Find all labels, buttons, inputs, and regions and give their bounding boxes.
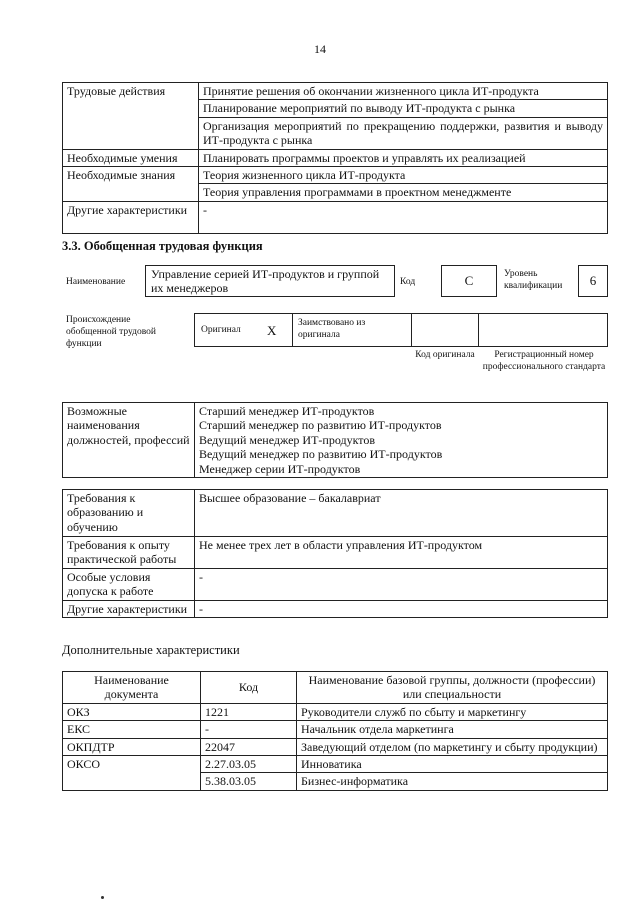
table-row (63, 490, 608, 537)
req-label: Требования к образованию и обучению (63, 490, 195, 537)
code-label: Код (400, 277, 416, 287)
name-cell: Бизнес-информатика (297, 773, 608, 790)
doc-cell: ЕКС (63, 721, 201, 738)
name-label: Наименование (66, 277, 126, 287)
table-row (63, 83, 608, 100)
header-doc: Наименование документа (63, 672, 201, 704)
code-box (441, 265, 497, 297)
table-row (63, 537, 608, 569)
scan-mark (101, 896, 104, 899)
requirements-table (62, 489, 608, 618)
original-label: Оригинал (201, 325, 241, 335)
positions-label: Возможные наименования должностей, профессий (63, 403, 195, 478)
position-item: Ведущий менеджер по развитию ИТ-продуктов (199, 447, 443, 462)
code-cell: 22047 (201, 738, 297, 755)
level-box (578, 265, 608, 297)
other-value: - (199, 201, 608, 233)
origin-reg-cell (478, 313, 608, 347)
req-value: Высшее образование – бакалавриат (195, 490, 608, 537)
additional-title: Дополнительные характеристики (62, 643, 240, 657)
positions-table (62, 402, 608, 478)
position-item: Старший менеджер ИТ-продуктов (199, 404, 375, 418)
doc-cell: ОКЗ (63, 703, 201, 720)
table-row (63, 201, 608, 233)
code-value: C (464, 273, 474, 288)
level-label: Уровень квалификации (504, 269, 563, 291)
table-row (63, 703, 608, 720)
req-label: Требования к опыту практической работы (63, 537, 195, 569)
doc-cell: ОКПДТР (63, 738, 201, 755)
positions-list (195, 403, 608, 478)
req-value: Не менее трех лет в области управления ИТ-продуктом (195, 537, 608, 569)
labor-item: Принятие решения об окончании жизненного цикла ИТ-продукта (199, 83, 608, 100)
knowledge-label: Необходимые знания (63, 166, 199, 201)
additional-table (62, 671, 608, 791)
position-item: Ведущий менеджер ИТ-продуктов (199, 432, 376, 447)
original-mark: X (267, 323, 277, 338)
knowledge-item: Теория жизненного цикла ИТ-продукта (199, 166, 608, 183)
table-row (63, 403, 608, 478)
skills-label: Необходимые умения (63, 149, 199, 166)
borrowed-label: Заимствовано из оригинала (298, 318, 366, 340)
origin-borrowed-cell (292, 313, 412, 347)
section-heading: 3.3. Обобщенная трудовая функция (62, 239, 263, 253)
labor-table (62, 82, 608, 234)
req-value: - (195, 568, 608, 600)
table-row (63, 166, 608, 183)
header-code: Код (201, 672, 297, 704)
labor-label: Трудовые действия (63, 83, 199, 150)
req-label: Другие характеристики (63, 600, 195, 617)
code-caption: Код оригинала (415, 350, 475, 360)
labor-item: Организация мероприятий по прекращению поддержки, развития и выводу ИТ-продукта с рынка (199, 117, 608, 149)
code-cell: 2.27.03.05 (201, 755, 297, 772)
origin-original-cell (194, 313, 293, 347)
function-name-box (145, 265, 395, 297)
doc-cell: ОКСО (63, 755, 201, 790)
page-number: 14 (314, 42, 326, 56)
position-item: Менеджер серии ИТ-продуктов (199, 461, 361, 476)
position-item: Старший менеджер по развитию ИТ-продуктов (199, 418, 442, 433)
table-row (63, 568, 608, 600)
req-label: Особые условия допуска к работе (63, 568, 195, 600)
name-cell: Инноватика (297, 755, 608, 772)
table-row (63, 755, 608, 772)
knowledge-item: Теория управления программами в проектном менеджменте (199, 184, 608, 201)
skills-item: Планировать программы проектов и управлять их реализацией (199, 149, 608, 166)
table-row (63, 600, 608, 617)
name-cell: Заведующий отделом (по маркетингу и сбыту продукции) (297, 738, 608, 755)
labor-item: Планирование мероприятий по выводу ИТ-продукта с рынка (199, 100, 608, 117)
name-cell: Руководители служб по сбыту и маркетингу (297, 703, 608, 720)
code-cell: 5.38.03.05 (201, 773, 297, 790)
table-row (63, 738, 608, 755)
header-name: Наименование базовой группы, должности (профессии) или специальности (297, 672, 608, 704)
origin-code-cell (411, 313, 479, 347)
req-value: - (195, 600, 608, 617)
function-name: Управление серией ИТ-продуктов и группой их менеджеров (151, 267, 380, 296)
origin-label: Происхождение обобщенной трудовой функции (66, 315, 156, 349)
table-header-row (63, 672, 608, 704)
table-row (63, 149, 608, 166)
table-row (63, 721, 608, 738)
reg-caption: Регистрационный номер профессионального стандарта (482, 350, 606, 372)
code-cell: - (201, 721, 297, 738)
name-cell: Начальник отдела маркетинга (297, 721, 608, 738)
other-label: Другие характеристики (63, 201, 199, 233)
code-cell: 1221 (201, 703, 297, 720)
level-value: 6 (589, 273, 597, 288)
